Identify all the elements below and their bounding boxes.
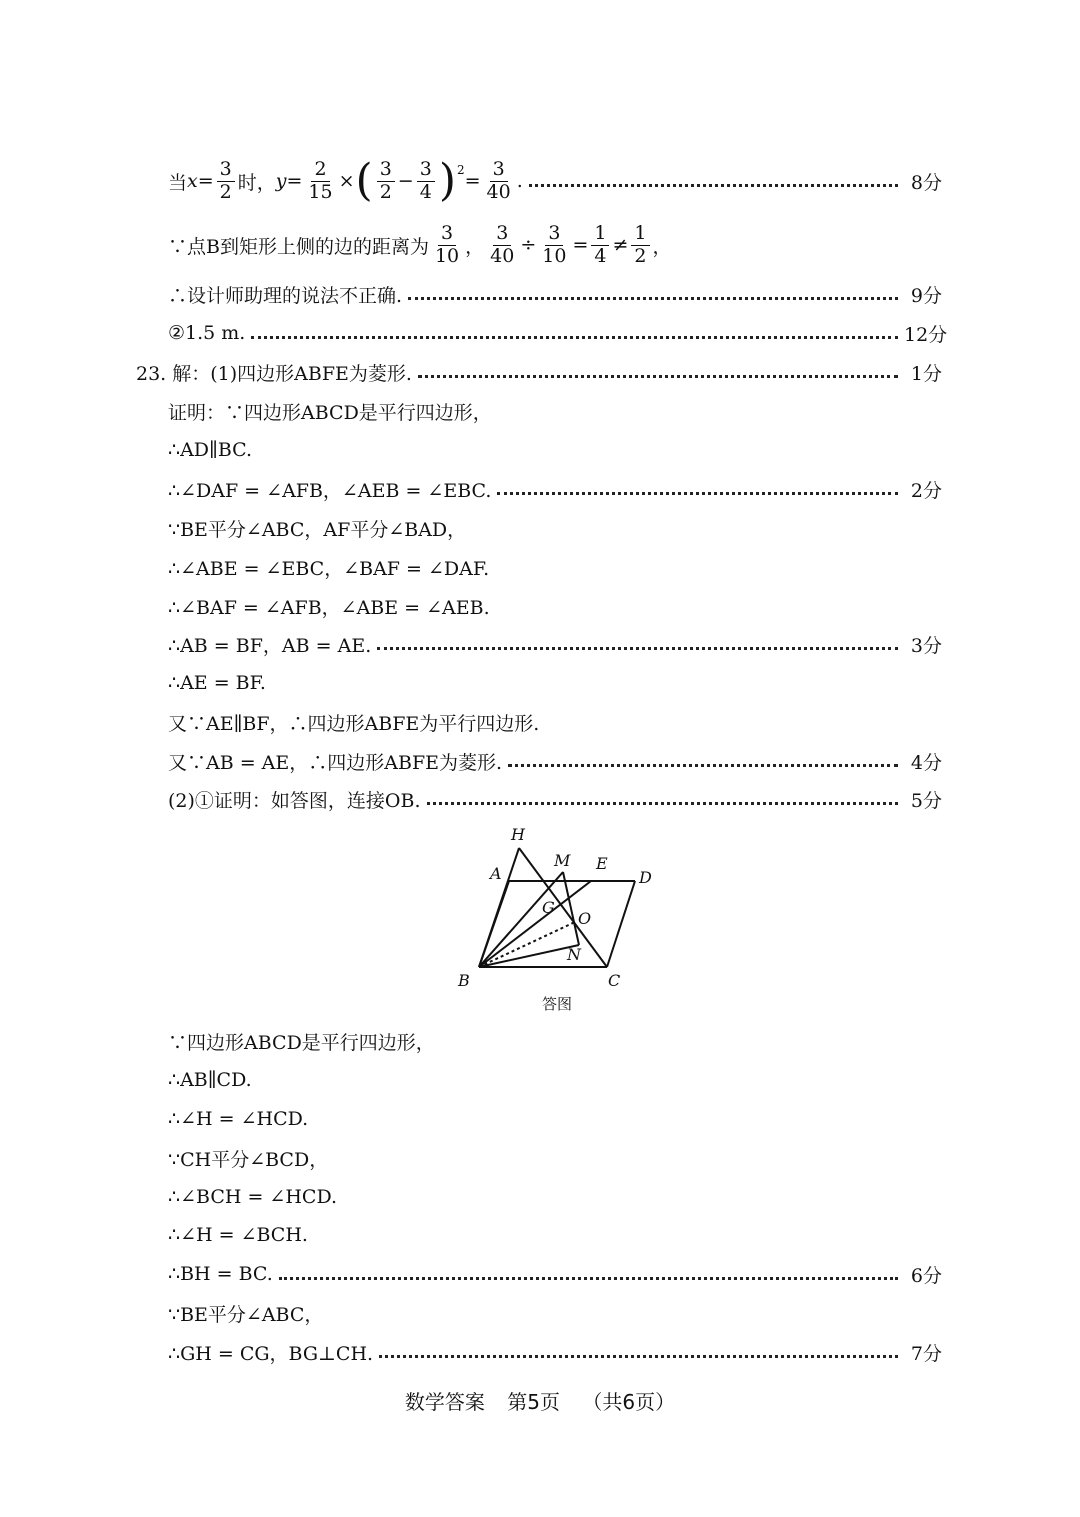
score: 8分: [910, 171, 942, 194]
line-10: [168, 550, 942, 584]
fraction: [377, 159, 395, 204]
fraction: [305, 159, 335, 204]
label-D: D: [639, 868, 652, 887]
label-G: G: [542, 898, 555, 917]
line-text: 又∵AB = AE，∴四边形ABFE为菱形.: [168, 751, 503, 774]
numerator: 3: [438, 223, 456, 246]
footer-page-number: 第5页: [507, 1390, 560, 1414]
text: =: [197, 170, 214, 192]
line-22: [168, 1218, 942, 1252]
label-C: C: [608, 971, 621, 990]
numerator: 3: [493, 223, 511, 246]
line-text: ∵BE平分∠ABC，AF平分∠BAD，: [168, 518, 467, 541]
line-5: [136, 355, 942, 389]
left-paren: (: [355, 155, 373, 206]
score: 6分: [910, 1264, 942, 1287]
denominator: 40: [490, 244, 515, 267]
line-text: ∴BH = BC.: [168, 1263, 273, 1285]
var-y: y: [275, 170, 287, 192]
text: ，: [465, 235, 485, 258]
segment-CD: [607, 881, 635, 967]
score: 2分: [910, 479, 942, 502]
text: =: [286, 170, 303, 192]
line-9: [168, 511, 942, 545]
line-text: 23. 解：(1)四边形ABFE为菱形.: [136, 362, 412, 385]
line-1: [168, 150, 942, 212]
line-25: [168, 1335, 942, 1369]
score: 5分: [910, 789, 942, 812]
line-13: [168, 666, 942, 700]
score: 3分: [910, 634, 942, 657]
label-M: M: [554, 851, 571, 870]
line-text: (2)①证明：如答图，连接OB.: [168, 789, 421, 812]
line-21: [168, 1180, 942, 1214]
fraction: [417, 159, 435, 204]
denominator: 2: [219, 180, 232, 203]
score: 7分: [910, 1342, 942, 1365]
numerator: 1: [631, 223, 649, 246]
fraction: [631, 223, 649, 268]
line-11: [168, 589, 942, 623]
line-15: [168, 744, 942, 778]
label-A: A: [490, 864, 502, 883]
dot-leader: [379, 1355, 898, 1358]
line-text: ∴∠H = ∠BCH.: [168, 1224, 308, 1246]
text: ∵点B到矩形上侧的边的距离为: [168, 235, 429, 258]
line-text: ∴AB∥CD.: [168, 1069, 252, 1091]
exponent: 2: [456, 162, 465, 177]
line-20: [168, 1141, 942, 1175]
dot-leader: [377, 647, 898, 650]
label-N: N: [567, 945, 581, 964]
segment-BM: [479, 872, 563, 967]
text: =: [464, 170, 481, 192]
score: 4分: [910, 751, 942, 774]
line-7: [168, 433, 942, 467]
line-text: ∵BE平分∠ABC，: [168, 1303, 324, 1326]
score: 1分: [910, 362, 942, 385]
line-8: [168, 472, 942, 506]
label-H: H: [511, 825, 525, 844]
line-text: ∴GH = CG，BG⊥CH.: [168, 1342, 374, 1365]
line-text: ∴AE = BF.: [168, 672, 266, 694]
text: ×: [338, 170, 355, 192]
dot-leader: [427, 802, 899, 805]
text: 时，: [237, 171, 276, 194]
dot-leader: [497, 492, 898, 495]
line-text: ∴∠BCH = ∠HCD.: [168, 1186, 338, 1208]
denominator: 10: [542, 244, 567, 267]
fraction: [591, 223, 609, 268]
figure-caption: 答图: [542, 995, 573, 1013]
line-text: ∴∠BAF = ∠AFB，∠ABE = ∠AEB.: [168, 596, 490, 619]
formula-2: [168, 223, 672, 268]
numerator: 1: [591, 223, 609, 246]
answer-figure: [450, 822, 670, 1022]
line-19: [168, 1102, 942, 1136]
text: =: [572, 234, 589, 256]
line-12: [168, 627, 942, 661]
right-paren: ): [438, 155, 456, 206]
page-footer: [0, 1386, 1080, 1415]
dot-leader: [279, 1277, 898, 1280]
dot-leader: [529, 184, 898, 187]
numerator: 3: [490, 159, 508, 182]
line-text: ∴设计师助理的说法不正确.: [168, 284, 403, 307]
text: ≠: [612, 234, 629, 256]
denominator: 2: [634, 244, 647, 267]
label-B: B: [458, 971, 470, 990]
text: ，: [652, 235, 672, 258]
line-text: ∴∠DAF = ∠AFB，∠AEB = ∠EBC.: [168, 479, 492, 502]
line-23: [168, 1257, 942, 1291]
fraction: [432, 223, 462, 268]
numerator: 3: [417, 159, 435, 182]
text: .: [516, 170, 523, 192]
denominator: 2: [379, 180, 392, 203]
fraction: [539, 223, 569, 268]
line-text: ∴AB = BF，AB = AE.: [168, 634, 372, 657]
numerator: 3: [545, 223, 563, 246]
text: ÷: [520, 234, 537, 256]
footer-subject: 数学答案: [404, 1390, 485, 1414]
dot-leader: [408, 297, 898, 300]
dot-leader: [418, 375, 898, 378]
label-O: O: [578, 909, 592, 928]
text: 当: [168, 171, 188, 194]
line-2: [168, 214, 942, 276]
line-6: [168, 394, 942, 428]
var-x: x: [187, 170, 198, 192]
line-text: ∴∠H = ∠HCD.: [168, 1108, 309, 1130]
numerator: 2: [311, 159, 329, 182]
dot-leader: [251, 336, 898, 339]
label-E: E: [596, 854, 608, 873]
line-17: [168, 1024, 942, 1058]
dot-leader: [508, 764, 898, 767]
line-14: [168, 705, 942, 739]
line-text: 证明：∵四边形ABCD是平行四边形，: [168, 401, 492, 424]
fraction: [217, 159, 235, 204]
denominator: 4: [419, 180, 432, 203]
line-24: [168, 1296, 942, 1330]
score: 12分: [904, 323, 948, 346]
line-text: ②1.5 m.: [168, 322, 246, 344]
line-text: ∵四边形ABCD是平行四边形，: [168, 1031, 435, 1054]
line-text: ∵CH平分∠BCD，: [168, 1148, 329, 1171]
footer-total-pages: （共6页）: [582, 1390, 676, 1414]
line-4: [168, 316, 948, 350]
formula-1: [168, 155, 523, 206]
numerator: 3: [217, 159, 235, 182]
segment-MN: [563, 872, 579, 945]
denominator: 40: [486, 180, 511, 203]
line-16: [168, 782, 942, 816]
line-text: ∴∠ABE = ∠EBC，∠BAF = ∠DAF.: [168, 557, 490, 580]
fraction: [487, 223, 517, 268]
score: 9分: [910, 284, 942, 307]
denominator: 15: [308, 180, 333, 203]
denominator: 4: [594, 244, 607, 267]
line-3: [168, 277, 942, 311]
numerator: 3: [377, 159, 395, 182]
line-text: ∴AD∥BC.: [168, 439, 253, 461]
denominator: 10: [434, 244, 460, 267]
text: −: [397, 170, 414, 192]
line-text: 又∵AE∥BF，∴四边形ABFE为平行四边形.: [168, 712, 540, 735]
line-18: [168, 1063, 942, 1097]
fraction: [484, 159, 514, 204]
